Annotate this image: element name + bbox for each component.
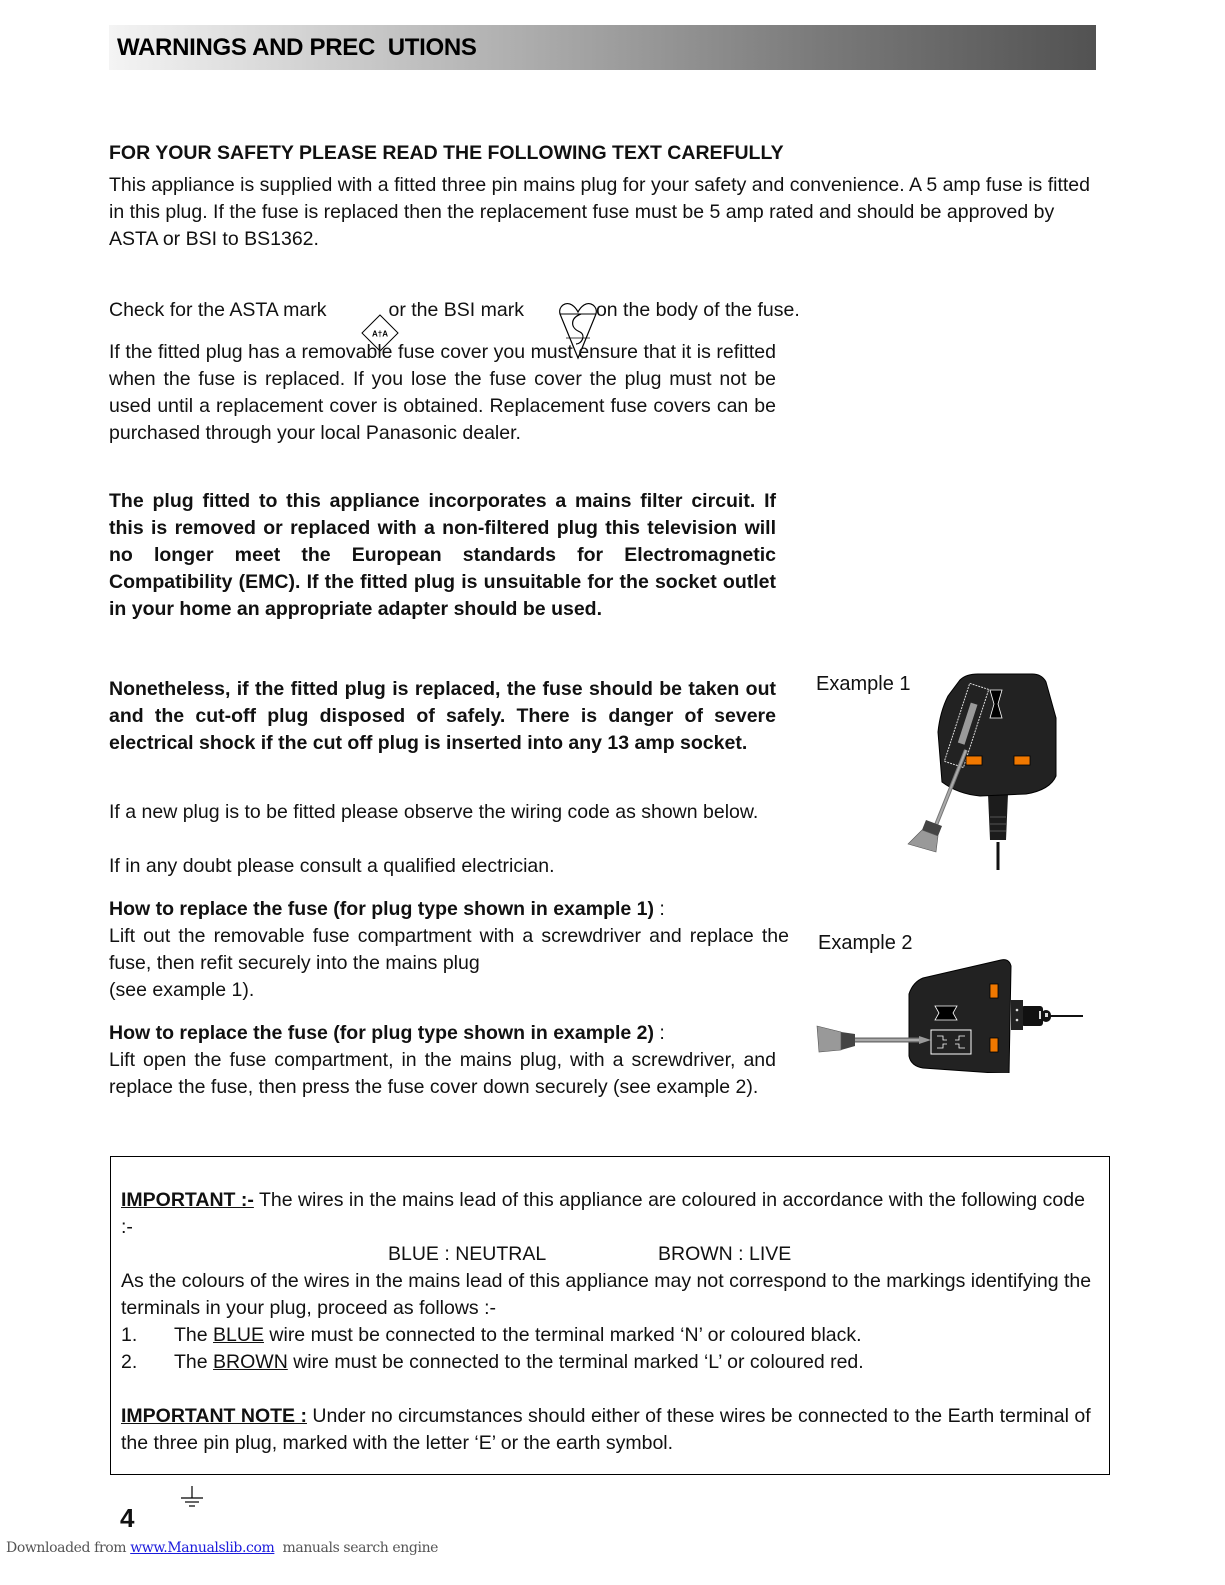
figure-label-2: Example 2: [818, 932, 913, 954]
safety-heading: FOR YOUR SAFETY PLEASE READ THE FOLLOWING TEXT CAREFULLY: [109, 142, 784, 164]
cutoff-warning-paragraph: Nonetheless, if the fitted plug is replaced, the fuse should be taken out and the cut-off plug disposed of safely. There is danger of severe electrical shock if the cut off plug is inserted into any 13 amp socket.: [109, 678, 776, 754]
section-header-bar: [109, 25, 1096, 70]
electrician-paragraph: If in any doubt please consult a qualified electrician.: [109, 855, 555, 877]
bsi-kitemark-icon: [534, 277, 578, 337]
filter-warning-paragraph: The plug fitted to this appliance incorporates a mains filter circuit. If this is removed or replaced with a non-filtered plug this television will no longer meet the European standards for Electromagnetic Compatibility (EMC). If the fitted plug is unsuitable for the socket outlet in your home an appropriate adapter should be used.: [109, 490, 776, 620]
important-intro-text: The wires in the mains lead of this appliance are coloured in accordance with the following code :-: [121, 1189, 1091, 1238]
howto-body-1b: (see example 1).: [109, 979, 255, 1001]
plug-example-2-icon: [815, 958, 1085, 1078]
check-marks-line: [109, 283, 800, 337]
earth-symbol-icon: [147, 1457, 206, 1543]
important-intro: [121, 1187, 1096, 1241]
wire-blue: BLUE: [213, 1324, 264, 1346]
check-text-1: Check for the ASTA mark: [109, 298, 327, 321]
important-wiring-box: [110, 1156, 1110, 1475]
howto-example-2: [109, 1020, 776, 1101]
important-label: IMPORTANT :-: [121, 1189, 254, 1211]
howto-heading-2: How to replace the fuse (for plug type shown in example 2): [109, 1022, 655, 1044]
wire-brown: BROWN: [213, 1351, 288, 1373]
check-text-3: on the body of the fuse.: [595, 298, 800, 321]
check-text-2: or the BSI mark: [388, 298, 524, 321]
howto-body-1: Lift out the removable fuse compartment with a screwdriver and replace the fuse, then refit securely into the mains plug: [109, 925, 789, 974]
svg-text:A†A: A†A: [372, 329, 389, 339]
howto-sep-1: :: [654, 898, 665, 920]
download-footer: Downloaded from www.Manualslib.com manuals search engine: [6, 1540, 439, 1556]
plug-example-1-icon: [900, 672, 1060, 877]
wiring-item-2: 2. The BROWN wire must be connected to the terminal marked ‘L’ or coloured red.: [121, 1351, 864, 1373]
manualslib-link[interactable]: www.Manualslib.com: [130, 1540, 275, 1556]
intro-paragraph: This appliance is supplied with a fitted three pin mains plug for your safety and convenience. A 5 amp fuse is fitted in this plug. If the fuse is replaced then the replacement fuse must be 5 amp rated and should be approved by ASTA or BSI to BS1362.: [109, 174, 1090, 250]
howto-heading-1: How to replace the fuse (for plug type shown in example 1): [109, 898, 655, 920]
wiring-item-1: 1. The BLUE wire must be connected to the terminal marked ‘N’ or coloured black.: [121, 1324, 862, 1346]
code-blue: BLUE : NEUTRAL: [388, 1243, 547, 1265]
fuse-cover-paragraph: If the fitted plug has a removable fuse cover you must ensure that it is refitted when the fuse is replaced. If you lose the fuse cover the plug must not be used until a replacement cover is obtained. Replacement fuse covers can be purchased through your local Panasonic dealer.: [109, 341, 776, 444]
page-title: WARNINGS AND PREC UTIONS: [117, 34, 477, 61]
figure-label-1: Example 1: [816, 673, 911, 695]
new-plug-paragraph: If a new plug is to be fitted please observe the wiring code as shown below.: [109, 801, 759, 823]
important-note-text: Under no circumstances should either of these wires be connected to the Earth terminal of the three pin plug, marked with the letter ‘E’ or the earth symbol.: [121, 1405, 1097, 1454]
howto-sep-2: :: [654, 1022, 665, 1044]
asta-mark-icon: [338, 290, 389, 339]
howto-example-1: [109, 896, 789, 1004]
colours-note: As the colours of the wires in the mains lead of this appliance may not correspond to the markings identifying the terminals in your plug, proceed as follows :-: [121, 1270, 1097, 1319]
howto-body-2: Lift open the fuse compartment, in the mains plug, with a screwdriver, and replace the fuse, then press the fuse cover down securely (see example 2).: [109, 1049, 776, 1098]
important-note-label: IMPORTANT NOTE :: [121, 1405, 307, 1427]
page-number: 4: [120, 1503, 135, 1533]
code-brown: BROWN : LIVE: [658, 1243, 792, 1265]
